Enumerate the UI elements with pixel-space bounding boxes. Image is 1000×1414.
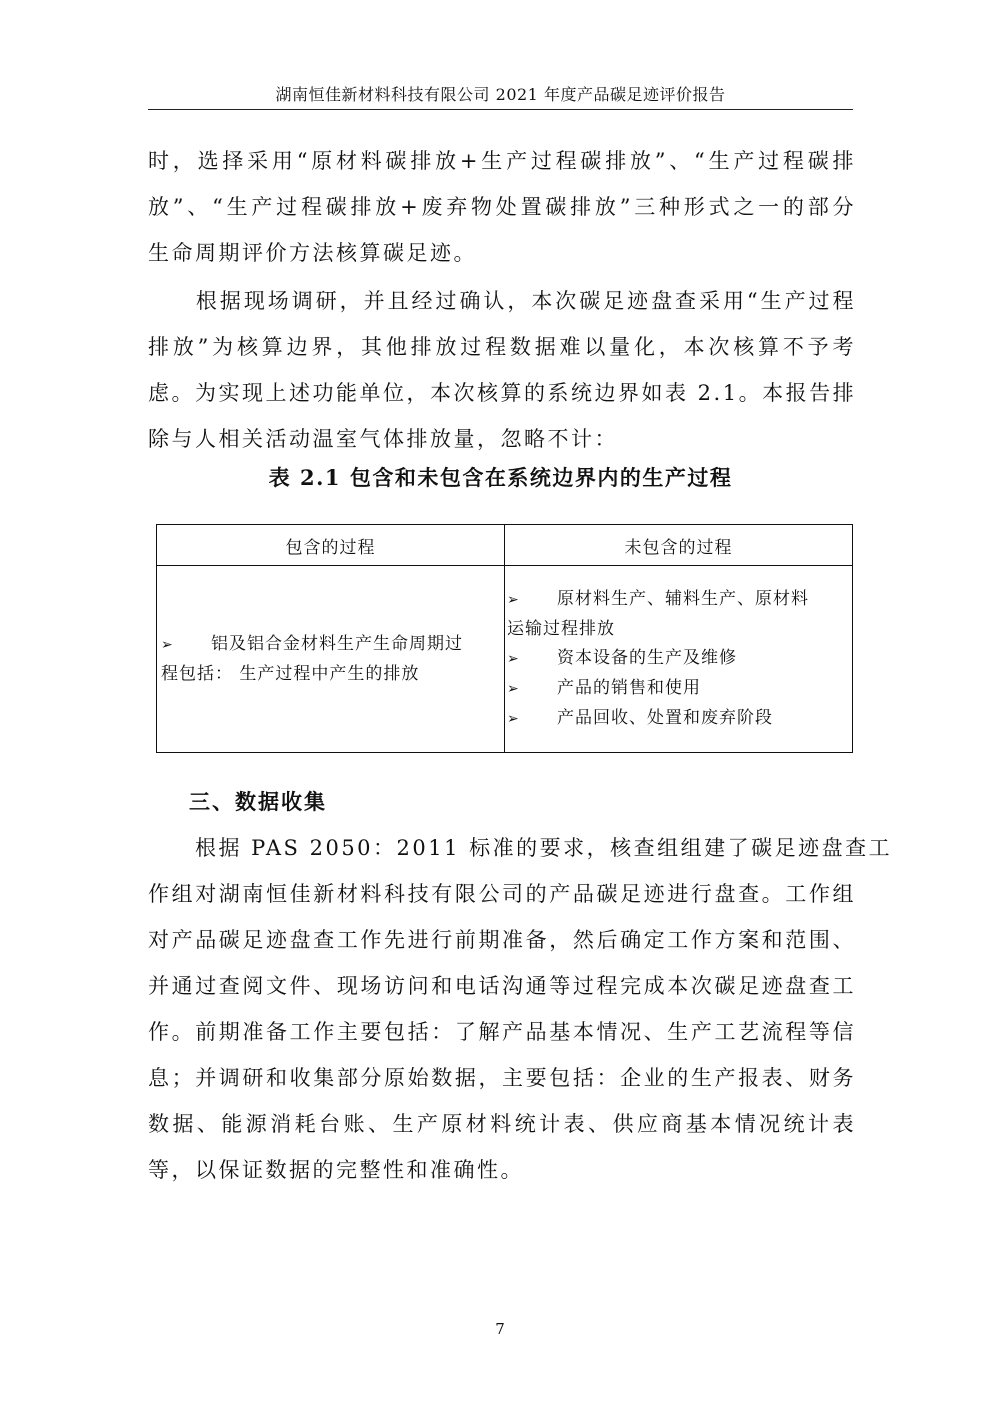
arrow-bullet-icon: ➢ [507, 591, 520, 608]
excluded-text: 产品回收、处置和废弃阶段 [557, 707, 773, 728]
excluded-cell [505, 566, 853, 753]
included-cell [157, 566, 505, 753]
excluded-text: 产品的销售和使用 [557, 677, 701, 698]
paragraph-line: 虑。为实现上述功能单位，本次核算的系统边界如表 2.1。本报告排 [148, 381, 857, 405]
paragraph-line: 生命周期评价方法核算碳足迹。 [148, 241, 477, 265]
page-number: 7 [495, 1320, 505, 1338]
excluded-text-cont: 运输过程排放 [507, 618, 615, 639]
excluded-item [507, 585, 848, 615]
included-text-cont: 程包括： 生产过程中产生的排放 [161, 663, 420, 684]
paragraph-line: 放”、“生产过程碳排放+废弃物处置碳排放”三种形式之一的部分 [148, 195, 856, 219]
table-caption: 表 2.1 包含和未包含在系统边界内的生产过程 [268, 465, 733, 490]
table-header-excluded: 未包含的过程 [505, 525, 853, 566]
paragraph-line: 息；并调研和收集部分原始数据，主要包括：企业的生产报表、财务 [148, 1066, 856, 1090]
arrow-bullet-icon: ➢ [161, 636, 174, 653]
included-line [161, 630, 498, 660]
excluded-item [507, 674, 848, 704]
paragraph-line: 数据、能源消耗台账、生产原材料统计表、供应商基本情况统计表 [148, 1112, 856, 1136]
system-boundary-table [156, 524, 853, 753]
paragraph-line: 根据现场调研，并且经过确认，本次碳足迹盘查采用“生产过程 [148, 289, 856, 313]
arrow-bullet-icon: ➢ [507, 710, 520, 727]
paragraph-line: 除与人相关活动温室气体排放量，忽略不计： [148, 427, 618, 451]
excluded-item [507, 644, 848, 674]
arrow-bullet-icon: ➢ [507, 650, 520, 667]
paragraph-line: 并通过查阅文件、现场访问和电话沟通等过程完成本次碳足迹盘查工 [148, 974, 856, 998]
paragraph-line: 作。前期准备工作主要包括：了解产品基本情况、生产工艺流程等信 [148, 1020, 856, 1044]
running-header: 湖南恒佳新材料科技有限公司 2021 年度产品碳足迹评价报告 [275, 85, 726, 104]
excluded-item [507, 704, 848, 734]
paragraph-line: 时，选择采用“原材料碳排放+生产过程碳排放”、“生产过程碳排 [148, 149, 856, 173]
excluded-text: 资本设备的生产及维修 [557, 647, 737, 668]
included-text: 铝及铝合金材料生产生命周期过 [211, 633, 463, 654]
paragraph-line: 作组对湖南恒佳新材料科技有限公司的产品碳足迹进行盘查。工作组 [148, 882, 856, 906]
header-rule [148, 109, 853, 110]
excluded-text: 原材料生产、辅料生产、原材料 [557, 588, 809, 609]
paragraph-line: 等，以保证数据的完整性和准确性。 [148, 1158, 524, 1182]
section-heading: 三、数据收集 [189, 789, 327, 814]
paragraph-line: 对产品碳足迹盘查工作先进行前期准备，然后确定工作方案和范围、 [148, 928, 856, 952]
paragraph-line: 排放”为核算边界，其他排放过程数据难以量化，本次核算不予考 [148, 335, 856, 359]
arrow-bullet-icon: ➢ [507, 680, 520, 697]
table-header-included: 包含的过程 [157, 525, 505, 566]
paragraph-line: 根据 PAS 2050：2011 标准的要求，核查组组建了碳足迹盘查工 [148, 836, 893, 860]
